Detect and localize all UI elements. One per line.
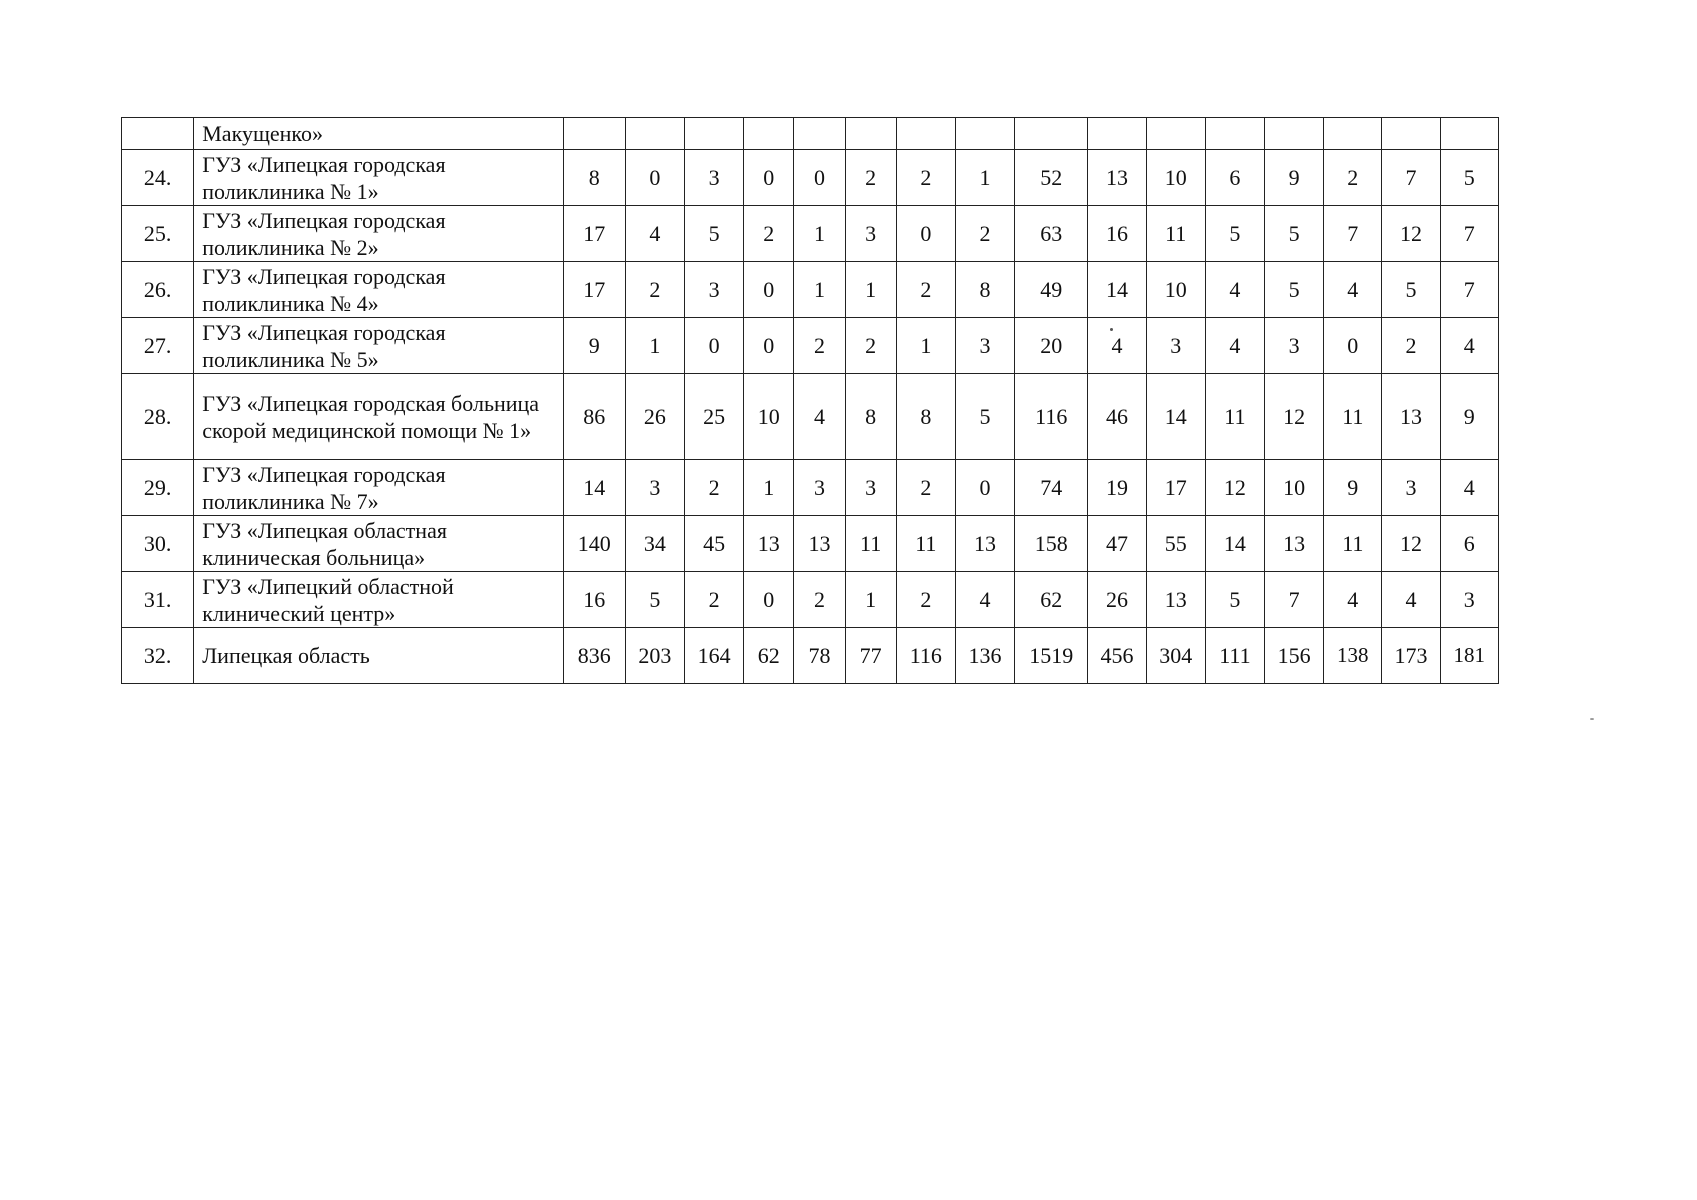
value-cell: 10 (744, 374, 794, 460)
value-cell: 52 (1015, 150, 1088, 206)
value-cell (685, 118, 744, 150)
value-cell: 203 (625, 628, 684, 684)
value-cell: 14 (1205, 516, 1264, 572)
value-cell: 4 (625, 206, 684, 262)
statistics-table (121, 117, 1499, 684)
row-number: 30. (122, 516, 194, 572)
value-cell: 136 (955, 628, 1014, 684)
continuation-row (122, 118, 1499, 150)
value-cell: 17 (1146, 460, 1205, 516)
value-cell: 14 (1146, 374, 1205, 460)
value-cell: 1 (955, 150, 1014, 206)
value-cell: 4 (1088, 318, 1146, 374)
value-cell: 4 (1382, 572, 1440, 628)
value-cell: 1 (794, 206, 845, 262)
value-cell: 10 (1146, 150, 1205, 206)
row-number: 31. (122, 572, 194, 628)
institution-name: Липецкая область (194, 628, 563, 684)
value-cell: 2 (685, 460, 744, 516)
value-cell: 14 (1088, 262, 1146, 318)
value-cell (1146, 118, 1205, 150)
row-number: 27. (122, 318, 194, 374)
table-row (122, 374, 1499, 460)
value-cell: 0 (744, 572, 794, 628)
value-cell: 4 (1324, 572, 1382, 628)
value-cell: 8 (896, 374, 955, 460)
value-cell: 14 (563, 460, 625, 516)
institution-name: ГУЗ «Липецкая областная клиническая больница» (194, 516, 563, 572)
value-cell: 46 (1088, 374, 1146, 460)
value-cell: 13 (1382, 374, 1440, 460)
value-cell: 4 (1205, 262, 1264, 318)
value-cell: 10 (1265, 460, 1324, 516)
value-cell (1382, 118, 1440, 150)
value-cell: 2 (845, 150, 896, 206)
value-cell (955, 118, 1014, 150)
value-cell: 3 (685, 150, 744, 206)
value-cell: 3 (1382, 460, 1440, 516)
value-cell (1015, 118, 1088, 150)
value-cell: 0 (896, 206, 955, 262)
value-cell: 2 (896, 262, 955, 318)
value-cell: 4 (955, 572, 1014, 628)
value-cell: 4 (1440, 460, 1498, 516)
value-cell: 12 (1265, 374, 1324, 460)
value-cell: 13 (1146, 572, 1205, 628)
value-cell: 25 (685, 374, 744, 460)
value-cell: 11 (896, 516, 955, 572)
value-cell (896, 118, 955, 150)
table-row (122, 150, 1499, 206)
value-cell (1324, 118, 1382, 150)
value-cell: 13 (1088, 150, 1146, 206)
value-cell: 47 (1088, 516, 1146, 572)
value-cell: 2 (955, 206, 1014, 262)
value-cell: 63 (1015, 206, 1088, 262)
value-cell (563, 118, 625, 150)
value-cell: 111 (1205, 628, 1264, 684)
value-cell: 3 (794, 460, 845, 516)
value-cell: 304 (1146, 628, 1205, 684)
value-cell: 0 (744, 150, 794, 206)
value-cell: 7 (1265, 572, 1324, 628)
value-cell: 158 (1015, 516, 1088, 572)
value-cell: 156 (1265, 628, 1324, 684)
value-cell: 0 (625, 150, 684, 206)
value-cell: 2 (1382, 318, 1440, 374)
value-cell: 2 (794, 572, 845, 628)
value-cell (1440, 118, 1498, 150)
table-row (122, 572, 1499, 628)
value-cell: 138 (1324, 628, 1382, 684)
table-body (122, 118, 1499, 684)
value-cell: 5 (625, 572, 684, 628)
value-cell: 1519 (1015, 628, 1088, 684)
value-cell: 7 (1382, 150, 1440, 206)
value-cell: 13 (744, 516, 794, 572)
value-cell (794, 118, 845, 150)
value-cell: 2 (625, 262, 684, 318)
table-row (122, 318, 1499, 374)
value-cell: 4 (1440, 318, 1498, 374)
value-cell: 12 (1205, 460, 1264, 516)
value-cell: 12 (1382, 206, 1440, 262)
value-cell: 9 (1440, 374, 1498, 460)
value-cell: 4 (794, 374, 845, 460)
institution-name: ГУЗ «Липецкая городская поликлиника № 1» (194, 150, 563, 206)
value-cell: 11 (845, 516, 896, 572)
value-cell: 16 (1088, 206, 1146, 262)
value-cell (1205, 118, 1264, 150)
value-cell: 17 (563, 206, 625, 262)
value-cell: 78 (794, 628, 845, 684)
value-cell: 2 (896, 572, 955, 628)
value-cell: 116 (1015, 374, 1088, 460)
value-cell: 2 (845, 318, 896, 374)
scan-speck (1110, 328, 1113, 331)
value-cell: 9 (1265, 150, 1324, 206)
value-cell: 0 (744, 318, 794, 374)
value-cell: 1 (744, 460, 794, 516)
value-cell: 4 (1205, 318, 1264, 374)
table-row (122, 628, 1499, 684)
row-number: 29. (122, 460, 194, 516)
table-row (122, 460, 1499, 516)
value-cell: 49 (1015, 262, 1088, 318)
value-cell: 3 (625, 460, 684, 516)
value-cell: 3 (845, 460, 896, 516)
value-cell: 13 (1265, 516, 1324, 572)
value-cell: 2 (896, 150, 955, 206)
value-cell: 5 (1265, 206, 1324, 262)
value-cell (744, 118, 794, 150)
scan-speck (1590, 718, 1594, 720)
value-cell: 5 (1265, 262, 1324, 318)
value-cell: 7 (1440, 262, 1498, 318)
institution-name: ГУЗ «Липецкая городская больница скорой медицинской помощи № 1» (194, 374, 563, 460)
value-cell: 34 (625, 516, 684, 572)
value-cell: 5 (1205, 206, 1264, 262)
institution-name: ГУЗ «Липецкая городская поликлиника № 5» (194, 318, 563, 374)
value-cell: 2 (794, 318, 845, 374)
value-cell: 0 (1324, 318, 1382, 374)
value-cell: 1 (896, 318, 955, 374)
value-cell: 11 (1146, 206, 1205, 262)
value-cell: 2 (685, 572, 744, 628)
value-cell: 55 (1146, 516, 1205, 572)
value-cell: 17 (563, 262, 625, 318)
value-cell: 8 (563, 150, 625, 206)
value-cell: 12 (1382, 516, 1440, 572)
value-cell: 7 (1440, 206, 1498, 262)
value-cell: 5 (1205, 572, 1264, 628)
value-cell: 164 (685, 628, 744, 684)
value-cell (625, 118, 684, 150)
value-cell: 1 (625, 318, 684, 374)
row-number (122, 118, 194, 150)
institution-name: ГУЗ «Липецкий областной клинический центр» (194, 572, 563, 628)
value-cell: 6 (1205, 150, 1264, 206)
value-cell: 3 (685, 262, 744, 318)
table-row (122, 206, 1499, 262)
value-cell: 3 (1146, 318, 1205, 374)
institution-name: ГУЗ «Липецкая городская поликлиника № 2» (194, 206, 563, 262)
value-cell: 3 (845, 206, 896, 262)
value-cell: 26 (625, 374, 684, 460)
value-cell: 11 (1324, 516, 1382, 572)
value-cell: 45 (685, 516, 744, 572)
value-cell (1088, 118, 1146, 150)
value-cell: 62 (744, 628, 794, 684)
value-cell: 2 (1324, 150, 1382, 206)
value-cell: 3 (1265, 318, 1324, 374)
value-cell: 7 (1324, 206, 1382, 262)
value-cell: 140 (563, 516, 625, 572)
row-number: 28. (122, 374, 194, 460)
value-cell: 62 (1015, 572, 1088, 628)
value-cell: 13 (955, 516, 1014, 572)
value-cell (845, 118, 896, 150)
institution-name: Макущенко» (194, 118, 563, 150)
value-cell: 19 (1088, 460, 1146, 516)
institution-name: ГУЗ «Липецкая городская поликлиника № 7» (194, 460, 563, 516)
value-cell: 6 (1440, 516, 1498, 572)
value-cell: 1 (845, 572, 896, 628)
value-cell: 0 (955, 460, 1014, 516)
value-cell: 77 (845, 628, 896, 684)
value-cell: 181 (1440, 628, 1498, 684)
row-number: 32. (122, 628, 194, 684)
value-cell: 456 (1088, 628, 1146, 684)
value-cell: 10 (1146, 262, 1205, 318)
value-cell: 8 (955, 262, 1014, 318)
value-cell: 4 (1324, 262, 1382, 318)
value-cell: 5 (1382, 262, 1440, 318)
table-row (122, 516, 1499, 572)
value-cell: 2 (896, 460, 955, 516)
value-cell: 5 (1440, 150, 1498, 206)
table-row (122, 262, 1499, 318)
value-cell: 116 (896, 628, 955, 684)
value-cell: 1 (794, 262, 845, 318)
row-number: 26. (122, 262, 194, 318)
value-cell: 3 (955, 318, 1014, 374)
value-cell: 0 (685, 318, 744, 374)
value-cell: 11 (1324, 374, 1382, 460)
value-cell: 173 (1382, 628, 1440, 684)
value-cell (1265, 118, 1324, 150)
value-cell: 836 (563, 628, 625, 684)
value-cell: 0 (744, 262, 794, 318)
institution-name: ГУЗ «Липецкая городская поликлиника № 4» (194, 262, 563, 318)
value-cell: 3 (1440, 572, 1498, 628)
value-cell: 16 (563, 572, 625, 628)
value-cell: 9 (1324, 460, 1382, 516)
value-cell: 5 (955, 374, 1014, 460)
value-cell: 26 (1088, 572, 1146, 628)
value-cell: 5 (685, 206, 744, 262)
value-cell: 86 (563, 374, 625, 460)
value-cell: 13 (794, 516, 845, 572)
value-cell: 0 (794, 150, 845, 206)
value-cell: 11 (1205, 374, 1264, 460)
value-cell: 74 (1015, 460, 1088, 516)
value-cell: 2 (744, 206, 794, 262)
value-cell: 9 (563, 318, 625, 374)
value-cell: 1 (845, 262, 896, 318)
value-cell: 20 (1015, 318, 1088, 374)
row-number: 24. (122, 150, 194, 206)
value-cell: 8 (845, 374, 896, 460)
row-number: 25. (122, 206, 194, 262)
